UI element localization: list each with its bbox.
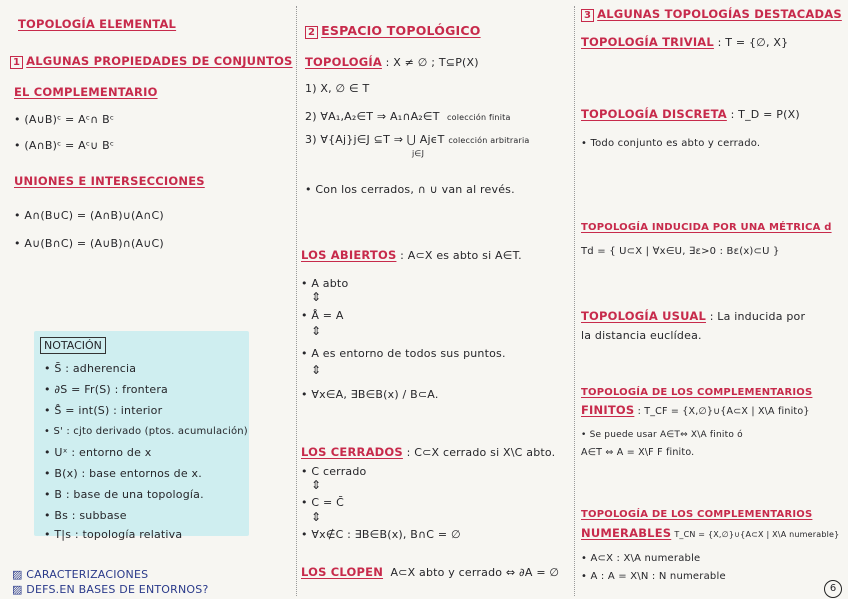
notation-item: • B(x) : base entornos de x. — [44, 467, 202, 480]
notation-item: • S̄ : adherencia — [44, 362, 137, 375]
notation-title: NOTACIÓN — [40, 337, 106, 354]
equiv-arrow-icon: ⇕ — [311, 363, 322, 377]
complemento-heading: EL COMPLEMENTARIO — [14, 85, 158, 99]
page-title: TOPOLOGÍA ELEMENTAL — [18, 17, 177, 31]
notation-item: • S' : cjto derivado (ptos. acumulación) — [44, 426, 248, 437]
notation-item: • S̊ = int(S) : interior — [44, 404, 163, 417]
footer-bases-entornos: ▨ DEFS.EN BASES DE ENTORNOS? — [12, 583, 209, 596]
strike-icon: ▨ — [12, 583, 27, 596]
equiv-arrow-icon: ⇕ — [311, 290, 322, 304]
comp-law-2: • (A∩B)ᶜ = Aᶜ∪ Bᶜ — [14, 139, 115, 152]
axiom-1: 1) X, ∅ ∈ T — [305, 82, 370, 95]
section-3-heading — [581, 8, 842, 22]
abiertos-item: • A es entorno de todos sus puntos. — [301, 347, 506, 360]
dist-law-2: • A∪(B∩C) = (A∪B)∩(A∪C) — [14, 237, 164, 250]
conumerable-note-1: • A⊂X : X\A numerable — [581, 553, 701, 564]
cerrados-def: LOS CERRADOS : C⊂X cerrado si X\C abto. — [301, 445, 556, 459]
discreta-def: TOPOLOGÍA DISCRETA : T_D = P(X) — [581, 107, 800, 121]
abiertos-item: • ∀x∈A, ∃B∈B(x) / B⊂A. — [301, 388, 439, 401]
comp-law-1: • (A∪B)ᶜ = Aᶜ∩ Bᶜ — [14, 113, 115, 126]
section-number: 1 — [10, 56, 23, 69]
conumerable-note-2: • A : A = X\N : N numerable — [581, 571, 726, 582]
cofinita-note-2: A∈T ⇔ A = X\F F finito. — [581, 447, 695, 458]
section-title: ALGUNAS TOPOLOGÍAS DESTACADAS — [597, 7, 842, 21]
trivial-def: TOPOLOGÍA TRIVIAL : T = {∅, X} — [581, 35, 789, 49]
section-title: ESPACIO TOPOLÓGICO — [321, 23, 481, 38]
footer-caracterizaciones: ▨ CARACTERIZACIONES — [12, 568, 149, 581]
axiom-3: 3) ∀{Aj}j∈J ⊆T ⇒ ⋃ AjϵT colección arbitraria — [305, 133, 530, 146]
uniones-heading: UNIONES E INTERSECCIONES — [14, 174, 205, 188]
equiv-arrow-icon: ⇕ — [311, 478, 322, 492]
metrica-heading: TOPOLOGÍA INDUCIDA POR UNA MÉTRICA d — [581, 222, 832, 233]
column-topologias-destacadas — [575, 0, 848, 599]
equiv-arrow-icon: ⇕ — [311, 510, 322, 524]
cerrados-item: • C cerrado — [301, 465, 367, 478]
strike-icon: ▨ — [12, 568, 27, 581]
cofinita-def: FINITOS : T_CF = {X,∅}∪{A⊂X | X\A finito} — [581, 403, 810, 417]
axiom-3-subscript: j∈J — [412, 149, 425, 158]
section-2-heading — [305, 24, 481, 39]
notation-item: • Uˣ : entorno de x — [44, 446, 152, 459]
section-number: 3 — [581, 9, 594, 22]
equiv-arrow-icon: ⇕ — [311, 324, 322, 338]
cofinita-heading: TOPOLOGÍA DE LOS COMPLEMENTARIOS — [581, 387, 813, 398]
section-number: 2 — [305, 26, 318, 39]
cofinita-note-1: • Se puede usar A∈T⇔ X\A finito ó — [581, 430, 743, 440]
topologia-def: TOPOLOGÍA : X ≠ ∅ ; T⊆P(X) — [305, 55, 479, 69]
usual-def: TOPOLOGÍA USUAL : La inducida por — [581, 309, 806, 323]
abiertos-def: LOS ABIERTOS : A⊂X es abto si A∈T. — [301, 248, 522, 262]
notation-item: • B : base de una topología. — [44, 488, 204, 501]
notation-item: • Bs : subbase — [44, 509, 127, 522]
conumerable-heading: TOPOLOGÍA DE LOS COMPLEMENTARIOS — [581, 509, 813, 520]
usual-def-2: la distancia euclídea. — [581, 329, 702, 342]
dist-law-1: • A∩(B∪C) = (A∩B)∪(A∩C) — [14, 209, 164, 222]
conumerable-def: NUMERABLES T_CN = {X,∅}∪{A⊂X | X\A numerable} — [581, 526, 840, 540]
notation-item: • T|s : topología relativa — [44, 528, 183, 541]
axiom-2: 2) ∀A₁,A₂∈T ⇒ A₁∩A₂∈T colección finita — [305, 110, 511, 123]
section-1-heading — [10, 55, 293, 69]
notation-item: • ∂S = Fr(S) : frontera — [44, 383, 168, 396]
clopen-def: LOS CLOPEN A⊂X abto y cerrado ⇔ ∂A = ∅ — [301, 565, 560, 579]
cerrados-note: • Con los cerrados, ∩ ∪ van al revés. — [305, 183, 515, 196]
abiertos-item: • A abto — [301, 277, 349, 290]
section-title: ALGUNAS PROPIEDADES DE CONJUNTOS — [26, 54, 293, 68]
column-elemental — [0, 0, 296, 599]
page-number: 6 — [824, 580, 842, 598]
cerrados-item: • ∀x∉C : ∃B∈B(x), B∩C = ∅ — [301, 528, 461, 541]
column-espacio-topologico — [297, 0, 573, 599]
metrica-def: Td = { U⊂X | ∀x∈U, ∃ε>0 : Bε(x)⊂U } — [581, 246, 780, 257]
abiertos-item: • Å = A — [301, 309, 344, 322]
cerrados-item: • C = C̄ — [301, 496, 344, 509]
discreta-note: • Todo conjunto es abto y cerrado. — [581, 138, 761, 149]
